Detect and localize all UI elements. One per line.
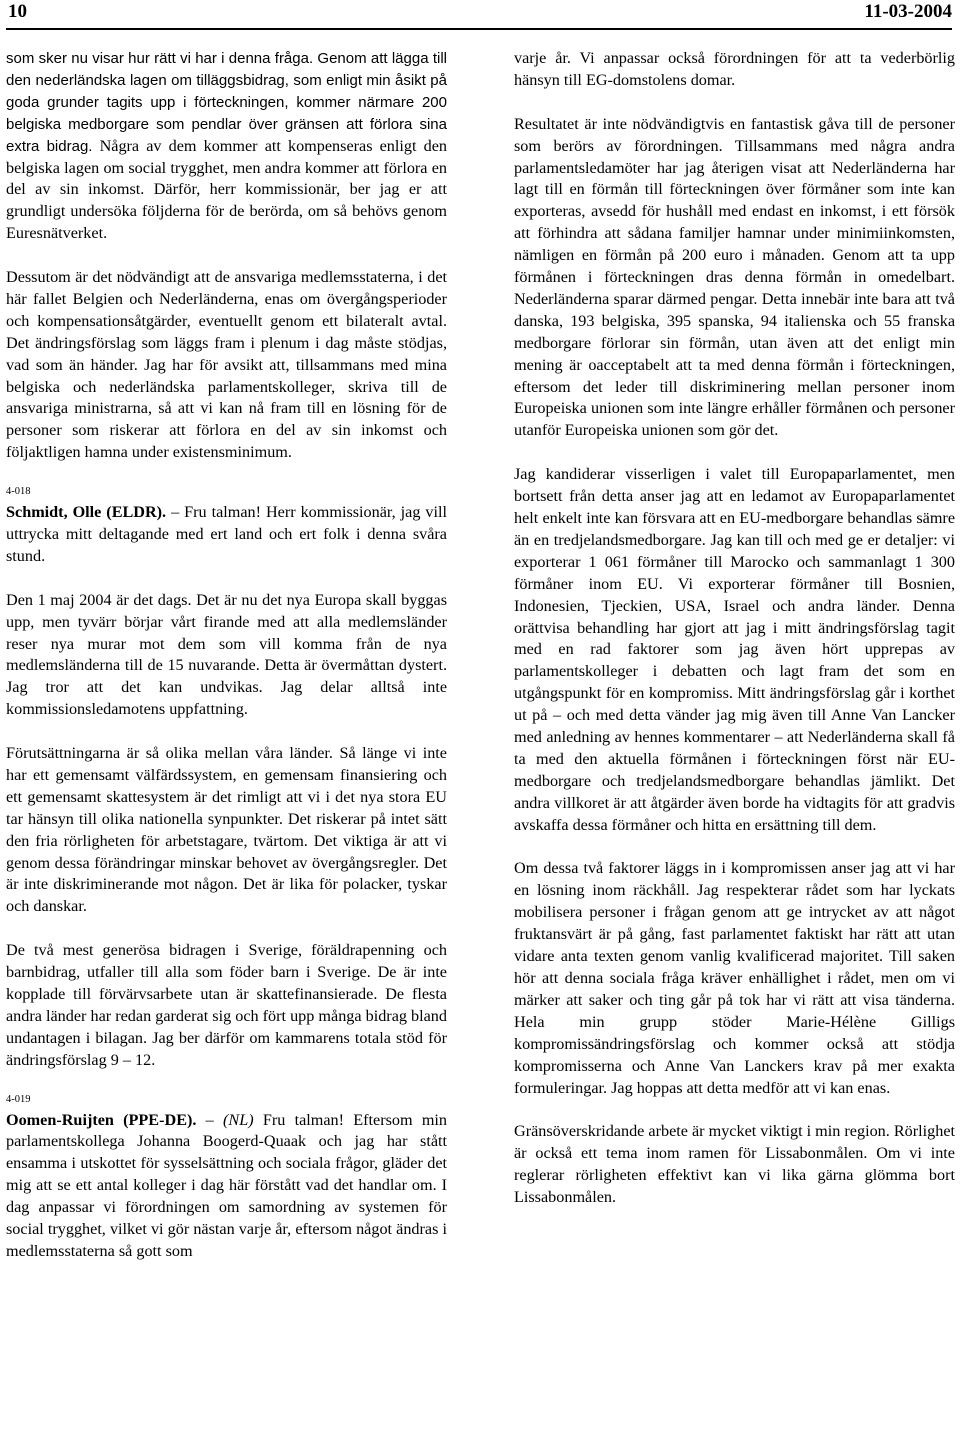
paragraph-text: Några av dem kommer att kompenseras enligt den belgiska lagen om social trygghet, men andra kommer att förlora en del av sin inkomst. Därför, herr kommissionär, ber jag er att grundligt undersöka följderna för de berörda, om så behövs genom Euresnätverket. [6, 136, 447, 243]
speech [6, 1110, 447, 1263]
left-column [6, 48, 447, 1263]
speaker-name: Schmidt, Olle (ELDR). [6, 503, 167, 522]
language-tag: (NL) [223, 1110, 254, 1129]
speech-text: Fru talman! Eftersom min parlamentskollega Johanna Boogerd-Quaak och jag har stått ensamma i utskottet för sysselsättning och sociala frågor, gläder det mig att se ett antal kolleger i dag här förstått vad det handlar om. I dag anpassar vi förordningen om samordning av systemen för social trygghet, vilket vi gör nästan varje år, eftersom något ändras i medlemsstaterna så gott som [6, 1110, 448, 1260]
speech-text: Fru talman! Herr kommissionär, jag vill uttrycka mitt deltagande med ert land och ert folk i denna svåra stund. [6, 503, 447, 565]
page-header [6, 0, 952, 30]
paragraph: Dessutom är det nödvändigt att de ansvariga medlemsstaterna, i det här fallet Belgien och Nederländerna, enas om övergångsperioder och kompensationsåtgärder, eventuellt genom ett bilateralt avtal. Det ändringsförslag som läggs fram i plenum i dag måste stödjas, vad som än händer. Jag har för avsikt att, tillsammans med mina belgiska och nederländska parlamentskolleger, skriva till de ansvariga ministrarna, så att vi kan nå fram till en lösning för de personer som riskerar att förlora en del av sin inkomst och följaktligen hamna under existensminimum. [6, 268, 447, 462]
paragraph: Om dessa två faktorer läggs in i kompromissen anser jag att vi har en lösning inom räckhåll. Jag respekterar rådet som har lyckats mobilisera personer i frågan genom att ge intrycket av att något fruktansvärt är på gång, fast parlamentet faktiskt har rätt att utan vidare anta texten genom vanlig kvalificerad majoritet. Till saken hör att denna sociala fråga kräver enhällighet i rådet, men om vi märker att saker och ting går på tok har vi rätt att visa tänderna. Hela min grupp stöder Marie-Hélène Gilligs kompromissändringsförslag och kommer också att stödja kompromisserna och Anne Van Lanckers krav på mer exakta formuleringar. Jag hoppas att detta medför att vi kan enas. [514, 859, 955, 1097]
paragraph: Gränsöverskridande arbete är mycket viktigt i min region. Rörlighet är också ett tema inom ramen för Lissabonmålen. Om vi inte reglerar rörligheten effektivt kan vi lika gärna glömma bort Lissabonmålen. [514, 1122, 955, 1207]
speech-dash: – [166, 503, 185, 522]
paragraph [6, 48, 447, 245]
speech-id: 4-018 [6, 486, 31, 498]
header-date: 11-03-2004 [864, 1, 952, 22]
paragraph: Den 1 maj 2004 är det dags. Det är nu det nya Europa skall byggas upp, men tyvärr börjar vårt firande med att alla medlemsländer reser nya murar mot dem som vill komma från de nya medlemsländerna till de 15 nuvarande. Detta är övermåttan dystert. Jag tror att det kan undvikas. Jag delar alltså inte kommissionsledamotens uppfattning. [6, 590, 447, 719]
speech [6, 502, 447, 568]
paragraph: Resultatet är inte nödvändigtvis en fantastisk gåva till de personer som berörs av förordningen. Tillsammans med några andra parlamentsledamöter har jag återigen visat att Nederländerna har lagt till en förmån till förteckningen över förmåner som inte kan exporteras, avsedd för hushåll med endast en inkomst, i ett försök att förhindra att sådana familjer hamnar under minimiinkomsten, nämligen en förmån på 200 euro i månaden. Genom att ta upp förmånen i förteckningen dras denna förmån in omedelbart. Nederländerna sparar därmed pengar. Detta innebär inte bara att två danska, 193 belgiska, 395 spanska, 94 italienska och 55 franska medborgare förlorar sin förmån, utan även att det enligt min mening är oacceptabelt att ta med denna förmån i förteckningen, eftersom det leder till diskriminering mellan personer inom Europeiska unionen som inte längre erhåller förmånen och personer utanför Europeiska unionen som gör det. [514, 114, 955, 440]
paragraph: Jag kandiderar visserligen i valet till Europaparlamentet, men bortsett från detta anser jag att en ledamot av Europaparlamentet helt enkelt inte kan försvara att en EU-medborgare behandlas sämre än en tredjelandsmedborgare. Jag kan till och med ge er detaljer: vi exporterar 1 061 förmåner till Marocko och sammanlagt 1 300 förmåner inom EU. Vi exporterar förmåner till Bosnien, Indonesien, Tjeckien, USA, Israel och andra länder. Denna orättvisa behandling har gjort att jag i mitt ändringsförslag tagit med en rad faktorer som jag även hört upprepas av parlamentskolleger i debatten och lagt fram det som en utgångspunkt för en kompromiss. Mitt ändringsförslag går i korthet ut på – och med detta vänder jag mig även till Anne Van Lancker med anledning av hennes kommentarer – att Nederländerna skall få ta med den aktuella förmånen i förteckningen först när EU-medborgare och tredjelandsmedborgare behandlas jämlikt. Det andra villkoret är att åtgärder även borde ha vidtagits för att gradvis avskaffa dessa förmåner och hitta en ersättning till dem. [514, 465, 955, 834]
speech-id: 4-019 [6, 1093, 31, 1105]
paragraph: Förutsättningarna är så olika mellan våra länder. Så länge vi inte har ett gemensamt välfärdssystem, en gemensam finansiering och ett gemensamt skattesystem är det rimligt att vi i det nya stora EU tar hänsyn till olika nationella synpunkter. Det riskerar på intet sätt den fria rörligheten för arbetstagare, tvärtom. Det viktiga är att vi genom dessa förändringar minskar behovet av övergångsregler. Det är inte diskriminerande mot någon. Det är lika för polacker, tyskar och danskar. [6, 744, 447, 916]
speech-dash: – [196, 1110, 224, 1129]
paragraph: varje år. Vi anpassar också förordningen för att ta vederbörlig hänsyn till EG-domstolens domar. [514, 49, 955, 89]
page-number: 10 [8, 1, 27, 22]
paragraph: De två mest generösa bidragen i Sverige, föräldrapenning och barnbidrag, utfaller till alla som föder barn i Sverige. De är inte kopplade till förvärvsarbete utan är skattefinansierade. De flesta andra länder har redan garderat sig och fört upp många bidrag bland undantagen i bilagan. Jag ber därför om kammarens totala stöd för ändringsförslag 9 – 12. [6, 941, 447, 1069]
right-column [514, 48, 955, 1209]
paragraph-sans-text: som sker nu visar hur rätt vi har i denna fråga. Genom att lägga till den nederländska lagen om tilläggsbidrag, som enligt min åsikt på goda grunder tagits upp i förteckningen, kommer närmare 200 belgiska medborgare som pendlar över gränsen att förlora sina extra bidrag. [6, 50, 447, 155]
speaker-name: Oomen-Ruijten (PPE-DE). [6, 1110, 197, 1129]
